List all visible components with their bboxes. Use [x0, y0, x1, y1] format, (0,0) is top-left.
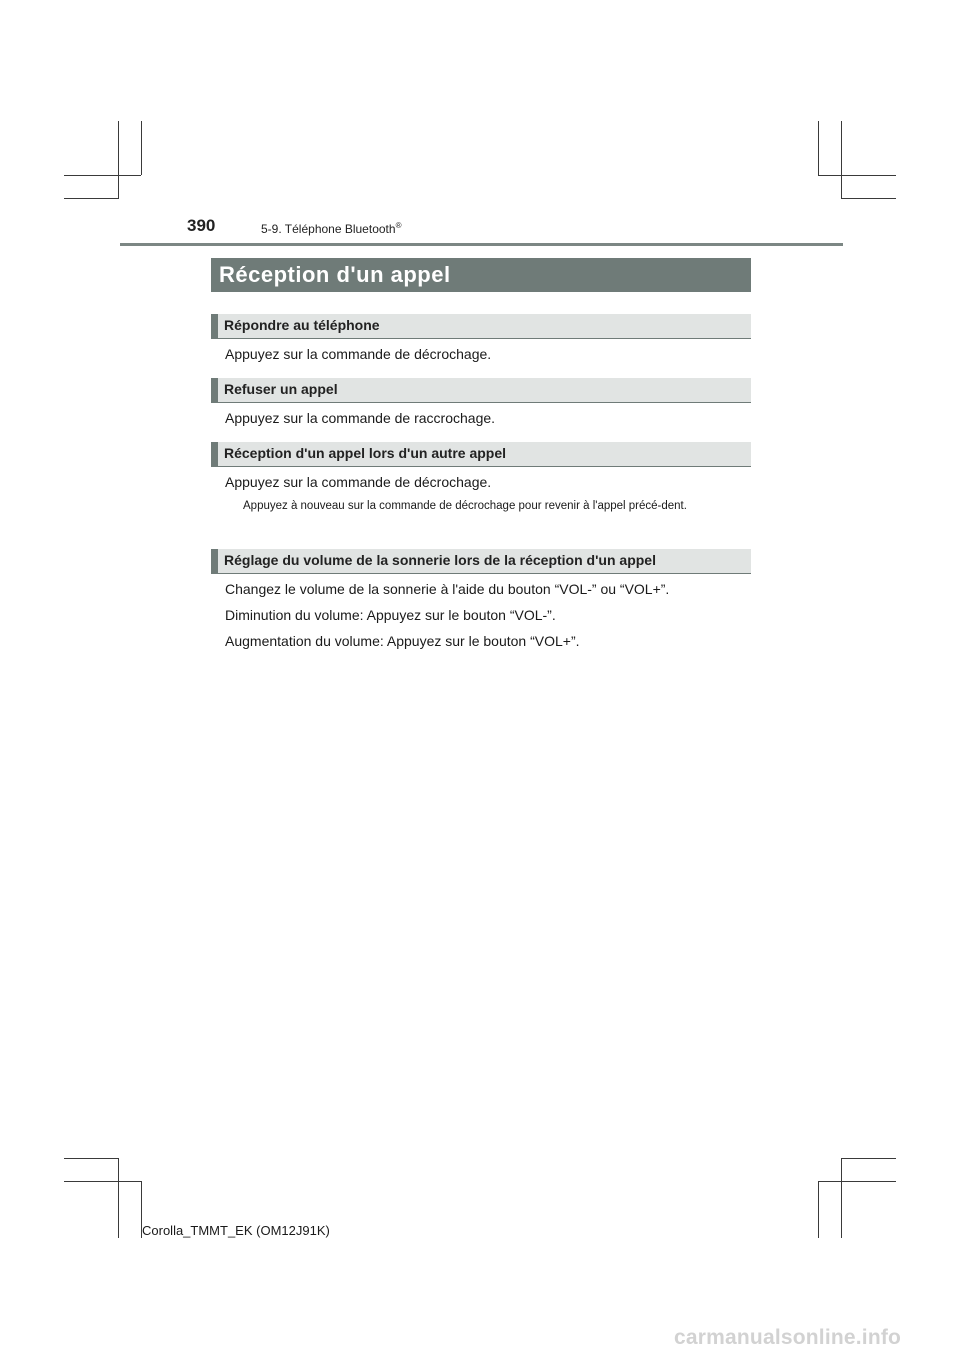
section-note-call-waiting: Appuyez à nouveau sur la commande de décrochage pour revenir à l'appel précé-dent. [243, 500, 687, 512]
document-code: Corolla_TMMT_EK (OM12J91K) [142, 1223, 330, 1238]
section-text-answer: Appuyez sur la commande de décrochage. [225, 346, 492, 362]
crop-mark [818, 121, 819, 175]
crop-mark [141, 121, 142, 175]
section-heading-ring-volume: Réglage du volume de la sonnerie lors de la réception d'un appel [211, 549, 751, 574]
crop-mark [818, 1181, 819, 1238]
ring-volume-line: Changez le volume de la sonnerie à l'aide du bouton “VOL-” ou “VOL+”. [225, 581, 670, 597]
page-number: 390 [187, 216, 216, 235]
crop-mark [841, 121, 842, 199]
crop-mark [841, 198, 896, 199]
ring-volume-line: Diminution du volume: Appuyez sur le bouton “VOL-”. [225, 607, 556, 623]
page-header [187, 216, 847, 246]
crop-mark [118, 1158, 119, 1238]
crop-mark [818, 175, 896, 176]
header-rule [120, 243, 843, 246]
crop-mark [841, 1158, 842, 1238]
section-heading-answer: Répondre au téléphone [211, 314, 751, 339]
registered-mark: ® [395, 221, 402, 230]
crop-mark [64, 198, 118, 199]
page-title: Réception d'un appel [211, 258, 751, 292]
crop-mark [64, 175, 141, 176]
crop-mark [64, 1158, 118, 1159]
section-text-reject: Appuyez sur la commande de raccrochage. [225, 410, 496, 426]
crop-mark [841, 1158, 896, 1159]
section-heading-reject: Refuser un appel [211, 378, 751, 403]
crop-mark [118, 121, 119, 199]
section-text-call-waiting: Appuyez sur la commande de décrochage. [225, 474, 492, 490]
section-path-text: 5-9. Téléphone Bluetooth [261, 222, 396, 236]
crop-mark [64, 1181, 141, 1182]
section-path [261, 221, 401, 236]
watermark: carmanualsonline.info [674, 1326, 902, 1349]
ring-volume-line: Augmentation du volume: Appuyez sur le bouton “VOL+”. [225, 633, 580, 649]
section-heading-call-waiting: Réception d'un appel lors d'un autre appel [211, 442, 751, 467]
crop-mark [818, 1181, 896, 1182]
